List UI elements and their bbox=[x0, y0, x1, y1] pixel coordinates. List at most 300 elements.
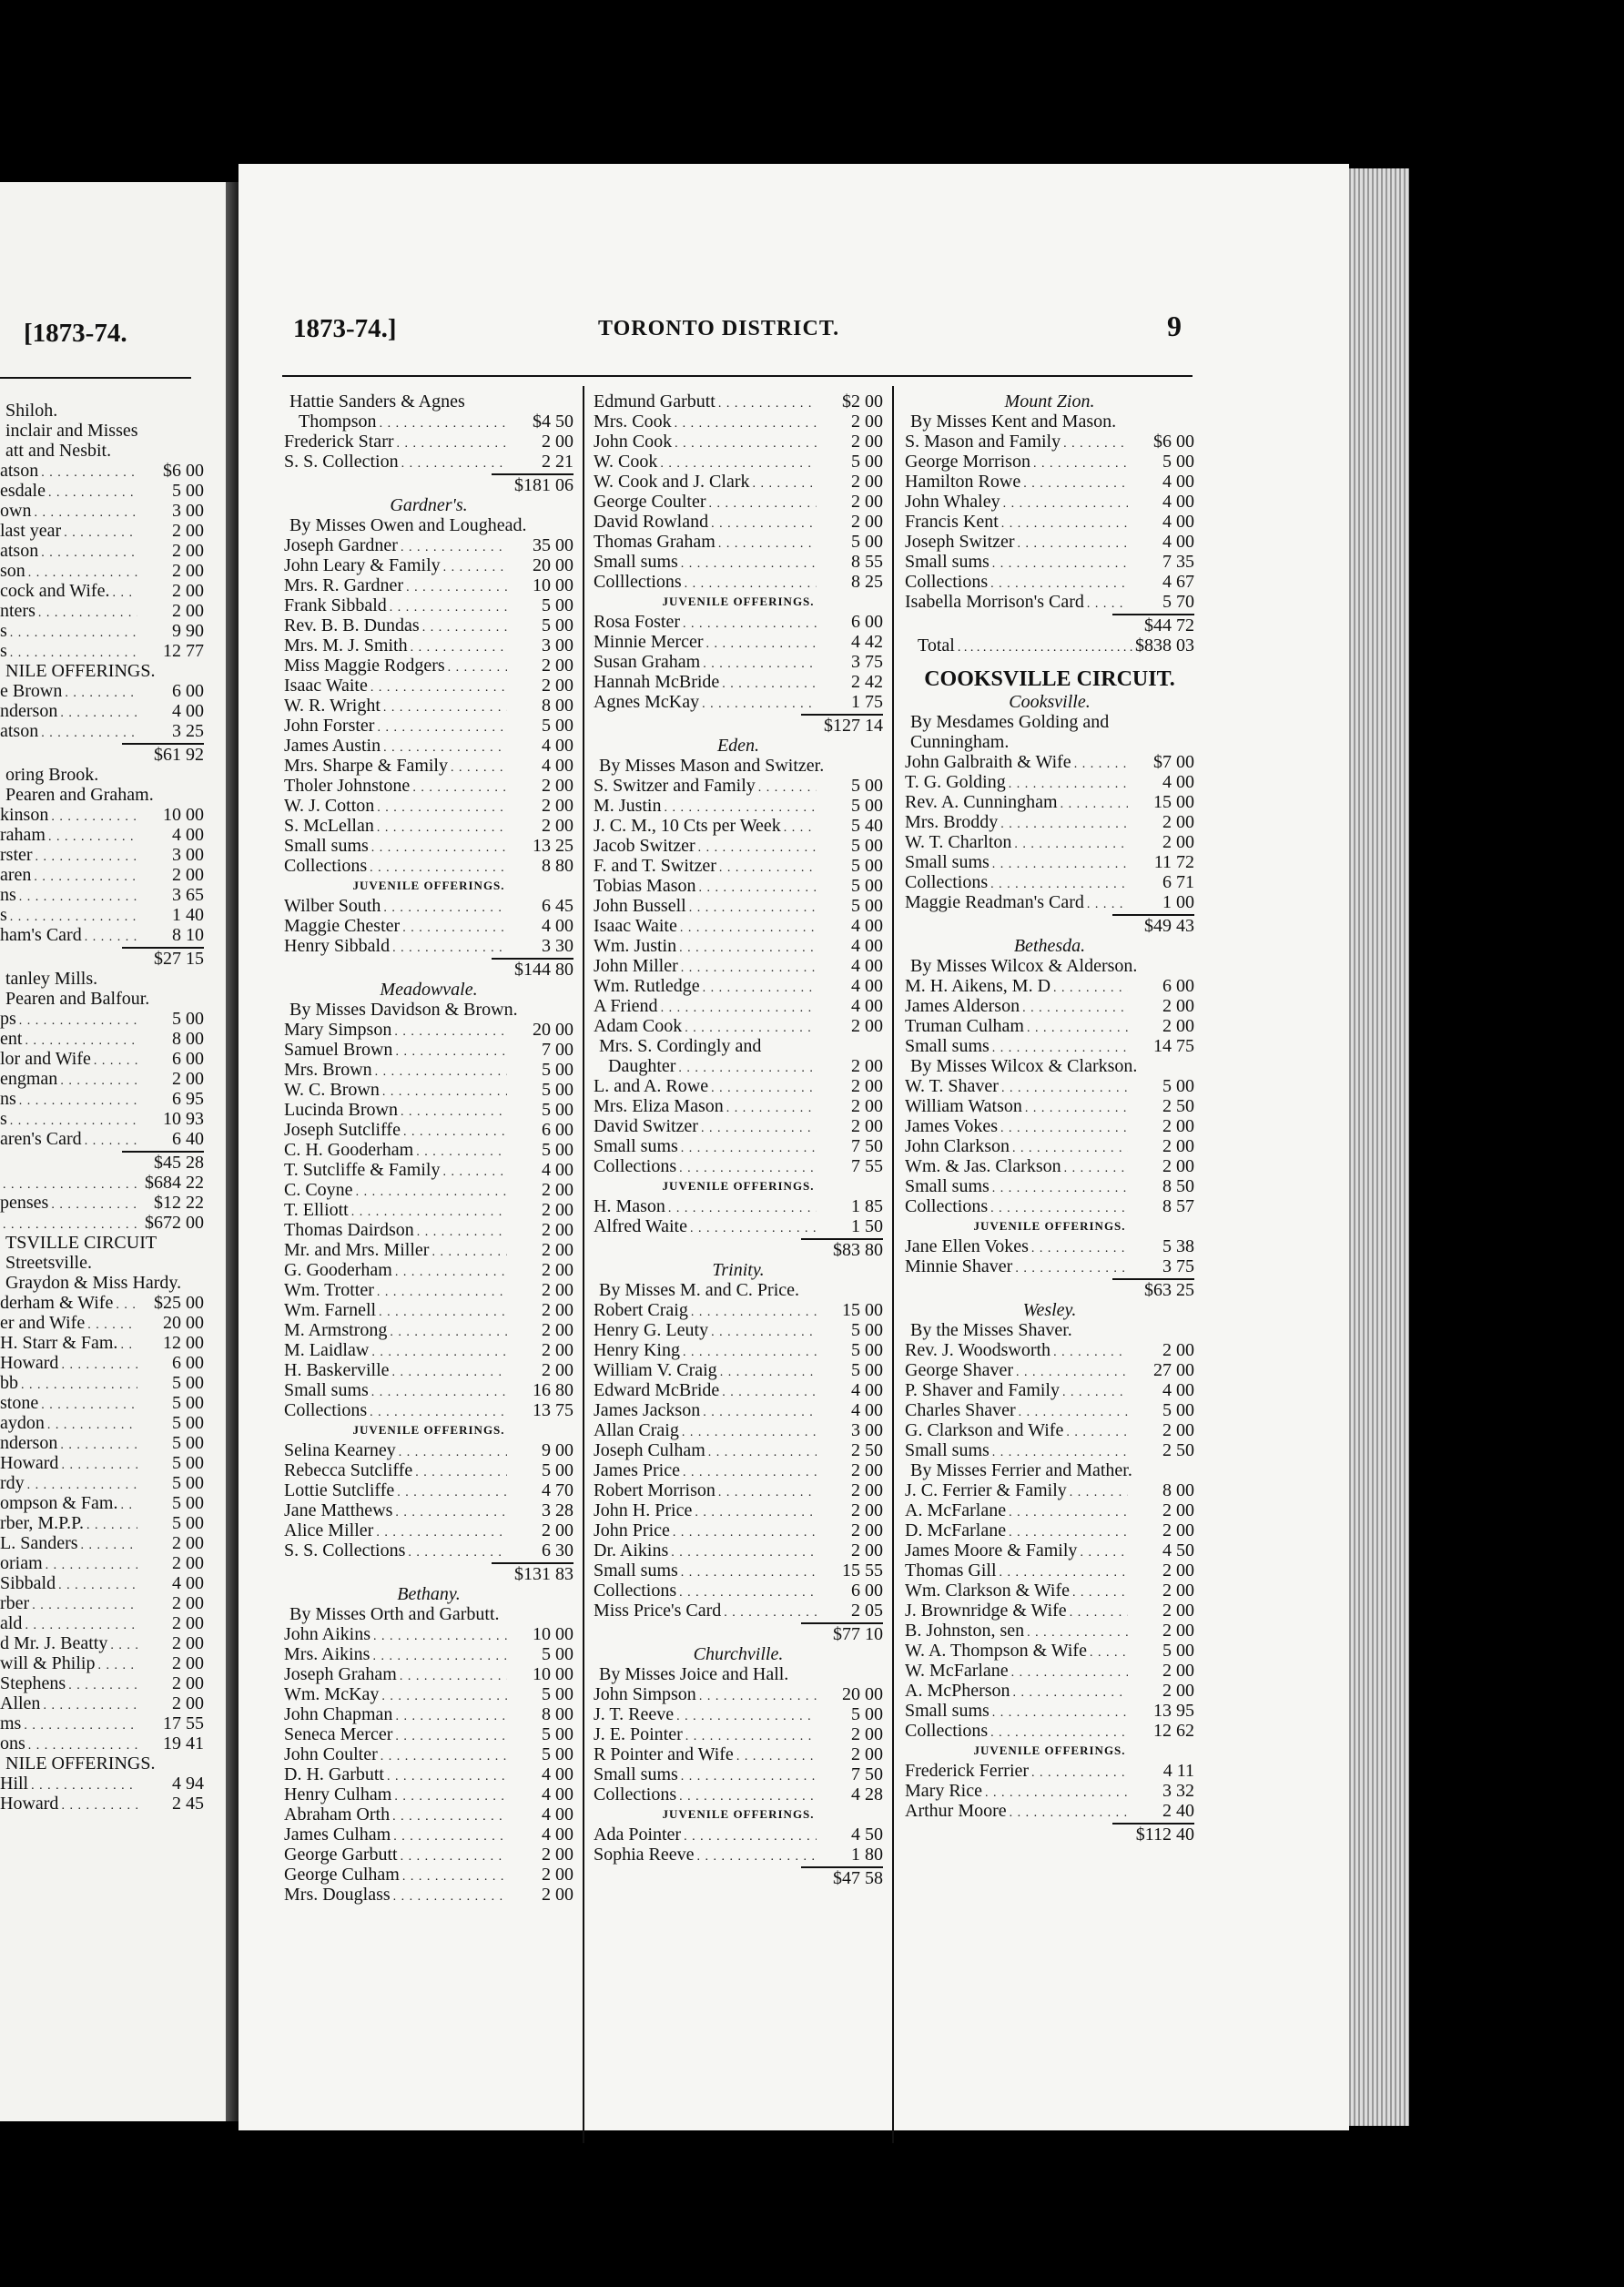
entry-row bbox=[0, 1173, 204, 1193]
entry-amount: 8 00 bbox=[1162, 1480, 1194, 1500]
entry-amount: 1 00 bbox=[1162, 892, 1194, 912]
entry-amount: 8 57 bbox=[1162, 1196, 1194, 1216]
entry-row bbox=[0, 521, 204, 541]
entry-amount: 4 00 bbox=[851, 956, 883, 976]
subtotal-amount: $27 15 bbox=[122, 947, 204, 969]
collector-line: Shiloh. bbox=[5, 401, 58, 421]
leader-dots bbox=[408, 1540, 507, 1563]
entry-name: Wm. Justin bbox=[594, 936, 677, 956]
entry-amount: 2 00 bbox=[542, 1240, 573, 1260]
entry-name: Jane Ellen Vokes bbox=[905, 1236, 1029, 1256]
leader-dots bbox=[1087, 892, 1128, 915]
entry-name: A Friend bbox=[594, 996, 658, 1016]
entry-amount: 2 00 bbox=[542, 1300, 573, 1320]
entry-name: Rev. J. Woodsworth bbox=[905, 1340, 1051, 1360]
entry-amount: 5 00 bbox=[542, 1080, 573, 1100]
entry-row bbox=[905, 1701, 1194, 1721]
entry-name: Small sums bbox=[905, 1440, 990, 1460]
entry-name: John Chapman bbox=[284, 1704, 393, 1724]
entry-amount: 6 30 bbox=[542, 1540, 573, 1560]
leader-dots bbox=[702, 692, 817, 715]
entry-name: Daughter bbox=[608, 1056, 676, 1076]
entry-name: Thomas Dairdson bbox=[284, 1220, 414, 1240]
entry-amount: 2 00 bbox=[542, 1320, 573, 1340]
entry-row bbox=[284, 1120, 573, 1140]
entry-amount: 2 00 bbox=[851, 1460, 883, 1480]
entry-row bbox=[0, 825, 204, 845]
entry-row bbox=[594, 1056, 883, 1076]
spacer bbox=[905, 659, 1194, 666]
entry-name: Small sums bbox=[594, 1560, 678, 1581]
entry-amount: 5 00 bbox=[851, 896, 883, 916]
entry-row bbox=[284, 1540, 573, 1560]
entry-row bbox=[594, 1016, 883, 1036]
entry-row bbox=[284, 575, 573, 595]
entry-row bbox=[594, 1764, 883, 1784]
entry-amount: 7 50 bbox=[851, 1136, 883, 1156]
entry-name: Sophia Reeve bbox=[594, 1845, 695, 1865]
entry-amount: 5 00 bbox=[851, 836, 883, 856]
entry-name: rdy bbox=[0, 1473, 25, 1493]
entry-row bbox=[284, 1865, 573, 1885]
entry-amount: 5 00 bbox=[172, 481, 204, 501]
entry-amount: 2 00 bbox=[172, 1533, 204, 1553]
left-page-column bbox=[0, 401, 204, 1814]
entry-row bbox=[594, 1076, 883, 1096]
leader-dots bbox=[1010, 1801, 1128, 1824]
entry-amount: 3 00 bbox=[172, 501, 204, 521]
entry-name: Allen bbox=[0, 1693, 41, 1713]
entry-name: John Galbraith & Wife bbox=[905, 752, 1071, 772]
entry-row bbox=[0, 1009, 204, 1029]
entry-name: Howard bbox=[0, 1453, 59, 1473]
entry-name: Jacob Switzer bbox=[594, 836, 695, 856]
collector-line: Pearen and Graham. bbox=[5, 785, 154, 805]
entry-amount: 4 00 bbox=[542, 1160, 573, 1180]
entry-amount: 5 00 bbox=[172, 1513, 204, 1533]
entry-amount: 4 00 bbox=[1162, 532, 1194, 552]
entry-amount: 5 00 bbox=[542, 1100, 573, 1120]
entry-name: John Leary & Family bbox=[284, 555, 441, 575]
entry-name: Thomas Graham bbox=[594, 532, 716, 552]
entry-row bbox=[0, 1109, 204, 1129]
column-divider bbox=[892, 386, 894, 2143]
entry-row bbox=[594, 876, 883, 896]
entry-row bbox=[284, 756, 573, 776]
entry-name: L. and A. Rowe bbox=[594, 1076, 709, 1096]
entry-name: ompson & Fam. bbox=[0, 1493, 118, 1513]
entry-amount: 5 00 bbox=[1162, 452, 1194, 472]
entry-amount: 13 95 bbox=[1153, 1701, 1194, 1721]
entry-name: nderson bbox=[0, 1433, 58, 1453]
entry-name: A. McFarlane bbox=[905, 1500, 1007, 1520]
entry-row bbox=[905, 472, 1194, 492]
leader-dots bbox=[1015, 1256, 1128, 1279]
subtotal-amount: $83 80 bbox=[801, 1238, 883, 1260]
entry-row bbox=[0, 701, 204, 721]
collector-line: By Mesdames Golding and bbox=[910, 712, 1110, 732]
entry-amount: 16 80 bbox=[533, 1380, 573, 1400]
entry-name: Mr. and Mrs. Miller bbox=[284, 1240, 430, 1260]
entry-row bbox=[0, 1313, 204, 1333]
entry-row bbox=[594, 652, 883, 672]
entry-row bbox=[594, 1380, 883, 1400]
entry-row bbox=[284, 1845, 573, 1865]
section-heading: Churchville. bbox=[693, 1644, 784, 1664]
entry-name: George Coulter bbox=[594, 492, 706, 512]
entry-amount: 5 00 bbox=[172, 1413, 204, 1433]
entry-name: Henry King bbox=[594, 1340, 680, 1360]
entry-row bbox=[594, 1704, 883, 1724]
entry-name: Arthur Moore bbox=[905, 1801, 1007, 1821]
entry-amount: 8 00 bbox=[542, 696, 573, 716]
entry-row bbox=[0, 721, 204, 741]
entry-name: Collections bbox=[905, 872, 989, 892]
entry-row bbox=[594, 1400, 883, 1420]
entry-amount: 3 00 bbox=[172, 845, 204, 865]
entry-row bbox=[905, 1520, 1194, 1540]
entry-name: S. Mason and Family bbox=[905, 432, 1061, 452]
entry-amount: 3 00 bbox=[542, 635, 573, 656]
entry-row bbox=[594, 692, 883, 712]
entry-row bbox=[594, 672, 883, 692]
subtotal-amount: $112 40 bbox=[1112, 1823, 1194, 1845]
entry-row bbox=[905, 1156, 1194, 1176]
entry-name: rber, M.P.P. bbox=[0, 1513, 84, 1533]
entry-name: Collections bbox=[284, 856, 368, 876]
entry-row bbox=[594, 796, 883, 816]
entry-row bbox=[0, 925, 204, 945]
subtotal-row bbox=[594, 1236, 883, 1260]
entry-row bbox=[594, 816, 883, 836]
entry-name: s bbox=[0, 621, 7, 641]
entry-row bbox=[594, 1724, 883, 1744]
entry-row bbox=[0, 1213, 204, 1233]
entry-row bbox=[284, 1460, 573, 1480]
entry-row bbox=[284, 452, 573, 472]
entry-row bbox=[0, 1129, 204, 1149]
entry-amount: 2 00 bbox=[172, 581, 204, 601]
entry-name: Francis Kent bbox=[905, 512, 999, 532]
entry-row bbox=[905, 1440, 1194, 1460]
entry-row bbox=[0, 1713, 204, 1733]
entry-name: engman bbox=[0, 1069, 58, 1089]
entry-amount: 2 00 bbox=[542, 1340, 573, 1360]
entry-name: Frederick Ferrier bbox=[905, 1761, 1030, 1781]
entry-name: S. Switzer and Family bbox=[594, 776, 756, 796]
collector-line: By Misses Joice and Hall. bbox=[599, 1664, 789, 1684]
entry-name: penses bbox=[0, 1193, 49, 1213]
entry-name: bb bbox=[0, 1373, 18, 1393]
entry-name: aydon bbox=[0, 1413, 45, 1433]
entry-amount: 1 80 bbox=[851, 1845, 883, 1865]
entry-amount: 4 42 bbox=[851, 632, 883, 652]
entry-name: Selina Kearney bbox=[284, 1440, 396, 1460]
subtotal-row bbox=[284, 956, 573, 980]
entry-name: Allan Craig bbox=[594, 1420, 679, 1440]
entry-row bbox=[284, 1380, 573, 1400]
entry-name: Miss Price's Card bbox=[594, 1601, 722, 1621]
subtotal-amount: $45 28 bbox=[122, 1151, 204, 1173]
entry-amount: 8 50 bbox=[1162, 1176, 1194, 1196]
entry-amount: 6 00 bbox=[172, 681, 204, 701]
entry-amount: 4 00 bbox=[1162, 472, 1194, 492]
entry-name: Tholer Johnstone bbox=[284, 776, 411, 796]
entry-name: T. G. Golding bbox=[905, 772, 1006, 792]
entry-name: rster bbox=[0, 845, 33, 865]
entry-amount: 5 00 bbox=[851, 1320, 883, 1340]
entry-amount: $12 22 bbox=[154, 1193, 204, 1213]
entry-row bbox=[594, 1156, 883, 1176]
entry-amount: 5 00 bbox=[542, 1644, 573, 1664]
entry-row bbox=[905, 1641, 1194, 1661]
entry-name: Collections bbox=[594, 1156, 677, 1176]
entry-name: Wm. Rutledge bbox=[594, 976, 700, 996]
entry-name: Small sums bbox=[905, 1701, 990, 1721]
entry-row bbox=[594, 1420, 883, 1440]
entry-name: J. T. Reeve bbox=[594, 1704, 675, 1724]
entry-name: Abraham Orth bbox=[284, 1804, 391, 1825]
entry-row bbox=[594, 1744, 883, 1764]
entry-amount: 2 00 bbox=[172, 561, 204, 581]
entry-row bbox=[594, 896, 883, 916]
juvenile-offerings-heading: JUVENILE OFFERINGS. bbox=[662, 595, 815, 608]
entry-row bbox=[284, 1684, 573, 1704]
entry-amount: 4 11 bbox=[1162, 1761, 1194, 1781]
entry-amount: 2 00 bbox=[542, 1885, 573, 1905]
section-heading: Gardner's. bbox=[390, 495, 468, 515]
juvenile-offerings-heading: JUVENILE OFFERINGS. bbox=[352, 879, 505, 892]
subtotal-amount: $63 25 bbox=[1112, 1278, 1194, 1300]
entry-name: Colllections bbox=[594, 572, 682, 592]
entry-name: James Vokes bbox=[905, 1116, 999, 1136]
entry-row bbox=[905, 552, 1194, 572]
collector-line: Mrs. S. Cordingly and bbox=[599, 1036, 762, 1056]
entry-amount: 6 71 bbox=[1162, 872, 1194, 892]
entry-row bbox=[284, 1160, 573, 1180]
entry-row bbox=[284, 916, 573, 936]
entry-row bbox=[284, 716, 573, 736]
entry-amount: 3 75 bbox=[1162, 1256, 1194, 1276]
entry-name: John Simpson bbox=[594, 1684, 696, 1704]
entry-amount: $4 50 bbox=[533, 412, 573, 432]
entry-row bbox=[594, 1340, 883, 1360]
entry-row bbox=[0, 1553, 204, 1573]
entry-row bbox=[905, 1076, 1194, 1096]
left-page bbox=[0, 182, 226, 2121]
entry-amount: 6 00 bbox=[851, 1581, 883, 1601]
entry-amount: 1 85 bbox=[851, 1196, 883, 1216]
entry-amount: 6 00 bbox=[1162, 976, 1194, 996]
leader-dots bbox=[85, 925, 137, 948]
entry-row bbox=[0, 1453, 204, 1473]
entry-row bbox=[284, 535, 573, 555]
entry-name: Frederick Starr bbox=[284, 432, 394, 452]
entry-amount: 2 00 bbox=[172, 601, 204, 621]
leader-dots bbox=[724, 1601, 817, 1623]
entry-name: Ada Pointer bbox=[594, 1825, 682, 1845]
entry-row bbox=[905, 532, 1194, 552]
header-rule bbox=[282, 375, 1193, 377]
entry-name: Mrs. Cook bbox=[594, 412, 672, 432]
entry-name: D. McFarlane bbox=[905, 1520, 1007, 1540]
entry-amount: 2 00 bbox=[542, 432, 573, 452]
entry-row bbox=[0, 845, 204, 865]
entry-name: John Forster bbox=[284, 716, 375, 736]
collector-line: NILE OFFERINGS. bbox=[5, 1753, 156, 1774]
entry-name: Wm. Farnell bbox=[284, 1300, 377, 1320]
entry-row bbox=[594, 1480, 883, 1500]
entry-name: Minnie Mercer bbox=[594, 632, 704, 652]
entry-name: Small sums bbox=[284, 1380, 369, 1400]
entry-row bbox=[905, 512, 1194, 532]
section-heading: Bethesda. bbox=[1013, 936, 1086, 956]
entry-amount: 3 28 bbox=[542, 1500, 573, 1520]
entry-amount: $6 00 bbox=[1153, 432, 1194, 452]
entry-amount: 2 00 bbox=[851, 1724, 883, 1744]
entry-name: Wm. Clarkson & Wife bbox=[905, 1581, 1071, 1601]
entry-amount: $7 00 bbox=[1153, 752, 1194, 772]
entry-amount: 6 40 bbox=[172, 1129, 204, 1149]
entry-amount: 5 00 bbox=[172, 1393, 204, 1413]
entry-amount: 2 00 bbox=[1162, 1156, 1194, 1176]
entry-name: er and Wife bbox=[0, 1313, 86, 1333]
collector-line: By Misses Owen and Loughead. bbox=[289, 515, 527, 535]
entry-name: Hamilton Rowe bbox=[905, 472, 1021, 492]
collector-line: By Misses Ferrier and Mather. bbox=[910, 1460, 1132, 1480]
entry-name: Edward McBride bbox=[594, 1380, 720, 1400]
entry-name: Joseph Gardner bbox=[284, 535, 398, 555]
entry-row bbox=[905, 1400, 1194, 1420]
grand-total-row bbox=[905, 635, 1194, 659]
entry-amount: 2 21 bbox=[542, 452, 573, 472]
section-heading: Bethany. bbox=[397, 1584, 461, 1604]
entry-amount: 5 00 bbox=[851, 796, 883, 816]
entry-row bbox=[284, 615, 573, 635]
entry-row bbox=[594, 936, 883, 956]
juvenile-offerings-heading: JUVENILE OFFERINGS. bbox=[973, 1219, 1126, 1233]
entry-amount: 10 00 bbox=[533, 1664, 573, 1684]
entry-amount: 2 00 bbox=[1162, 1016, 1194, 1036]
entry-amount: 4 00 bbox=[851, 996, 883, 1016]
leader-dots bbox=[1087, 592, 1128, 615]
entry-amount: 5 00 bbox=[851, 1340, 883, 1360]
entry-name: W. A. Thompson & Wife bbox=[905, 1641, 1087, 1661]
entry-row bbox=[284, 635, 573, 656]
entry-row bbox=[594, 1540, 883, 1560]
entry-row bbox=[594, 856, 883, 876]
entry-amount: 4 00 bbox=[1162, 772, 1194, 792]
entry-row bbox=[905, 812, 1194, 832]
entry-row bbox=[905, 1681, 1194, 1701]
entry-row bbox=[284, 856, 573, 876]
entry-amount: 2 00 bbox=[851, 512, 883, 532]
entry-name: H. Mason bbox=[594, 1196, 665, 1216]
entry-amount: 5 00 bbox=[851, 856, 883, 876]
entry-row bbox=[284, 1400, 573, 1420]
entry-amount: $672 00 bbox=[145, 1213, 204, 1233]
entry-amount: 2 00 bbox=[542, 816, 573, 836]
entry-name: J. C. M., 10 Cts per Week bbox=[594, 816, 781, 836]
collector-line: By Misses Wilcox & Alderson. bbox=[910, 956, 1138, 976]
entry-amount: 7 35 bbox=[1162, 552, 1194, 572]
entry-amount: 2 00 bbox=[542, 776, 573, 796]
entry-amount: 4 00 bbox=[542, 916, 573, 936]
entry-row bbox=[0, 1473, 204, 1493]
entry-row bbox=[594, 452, 883, 472]
entry-row bbox=[594, 1300, 883, 1320]
entry-row bbox=[0, 885, 204, 905]
entry-name: James Moore & Family bbox=[905, 1540, 1078, 1560]
entry-amount: 2 00 bbox=[542, 1280, 573, 1300]
entry-row bbox=[905, 1360, 1194, 1380]
entry-amount: 2 00 bbox=[1162, 1560, 1194, 1581]
entry-row bbox=[905, 892, 1194, 912]
entry-row bbox=[905, 1801, 1194, 1821]
left-page-header: [1873-74. bbox=[24, 319, 127, 348]
entry-name: Mrs. Eliza Mason bbox=[594, 1096, 724, 1116]
entry-row bbox=[594, 412, 883, 432]
entry-name: s bbox=[0, 905, 7, 925]
entry-row bbox=[905, 852, 1194, 872]
entry-name: Isaac Waite bbox=[284, 676, 368, 696]
entry-name: Samuel Brown bbox=[284, 1040, 393, 1060]
entry-amount: 4 00 bbox=[542, 1784, 573, 1804]
entry-name: nderson bbox=[0, 701, 58, 721]
entry-amount: 2 00 bbox=[851, 1744, 883, 1764]
entry-amount: 5 00 bbox=[542, 1744, 573, 1764]
entry-name: Small sums bbox=[905, 1036, 990, 1056]
entry-amount: 4 00 bbox=[172, 825, 204, 845]
entry-amount: 2 00 bbox=[851, 1500, 883, 1520]
entry-name: derham & Wife bbox=[0, 1293, 114, 1313]
entry-amount: 2 00 bbox=[172, 865, 204, 885]
entry-name: Miss Maggie Rodgers bbox=[284, 656, 445, 676]
entry-amount: 2 00 bbox=[851, 492, 883, 512]
entry-amount: 2 00 bbox=[542, 1220, 573, 1240]
collector-line: Streetsville. bbox=[5, 1253, 92, 1273]
entry-name: aren's Card bbox=[0, 1129, 82, 1149]
entry-amount: 2 00 bbox=[542, 1200, 573, 1220]
entry-row bbox=[0, 1069, 204, 1089]
entry-amount: 8 00 bbox=[542, 1704, 573, 1724]
entry-row bbox=[594, 532, 883, 552]
entry-name: S. S. Collections bbox=[284, 1540, 406, 1560]
collector-line: oring Brook. bbox=[5, 765, 99, 785]
entry-name: Small sums bbox=[594, 552, 678, 572]
entry-name: W. R. Wright bbox=[284, 696, 381, 716]
entry-row bbox=[905, 1036, 1194, 1056]
entry-row bbox=[0, 1633, 204, 1653]
entry-amount: 2 42 bbox=[851, 672, 883, 692]
entry-name: W. T. Charlton bbox=[905, 832, 1012, 852]
entry-amount: 2 00 bbox=[1162, 996, 1194, 1016]
entry-row bbox=[594, 1825, 883, 1845]
subtotal-row bbox=[594, 712, 883, 736]
entry-row bbox=[905, 1420, 1194, 1440]
entry-row bbox=[594, 1360, 883, 1380]
entry-row bbox=[0, 481, 204, 501]
entry-name: Small sums bbox=[594, 1136, 678, 1156]
subtotal-row bbox=[0, 741, 204, 765]
collector-line: tanley Mills. bbox=[5, 969, 98, 989]
entry-amount: 2 50 bbox=[1162, 1096, 1194, 1116]
entry-name: George Shaver bbox=[905, 1360, 1014, 1380]
entry-row bbox=[594, 1581, 883, 1601]
entry-row bbox=[0, 501, 204, 521]
entry-name: Maggie Chester bbox=[284, 916, 401, 936]
section-heading: Mount Zion. bbox=[1004, 391, 1095, 412]
